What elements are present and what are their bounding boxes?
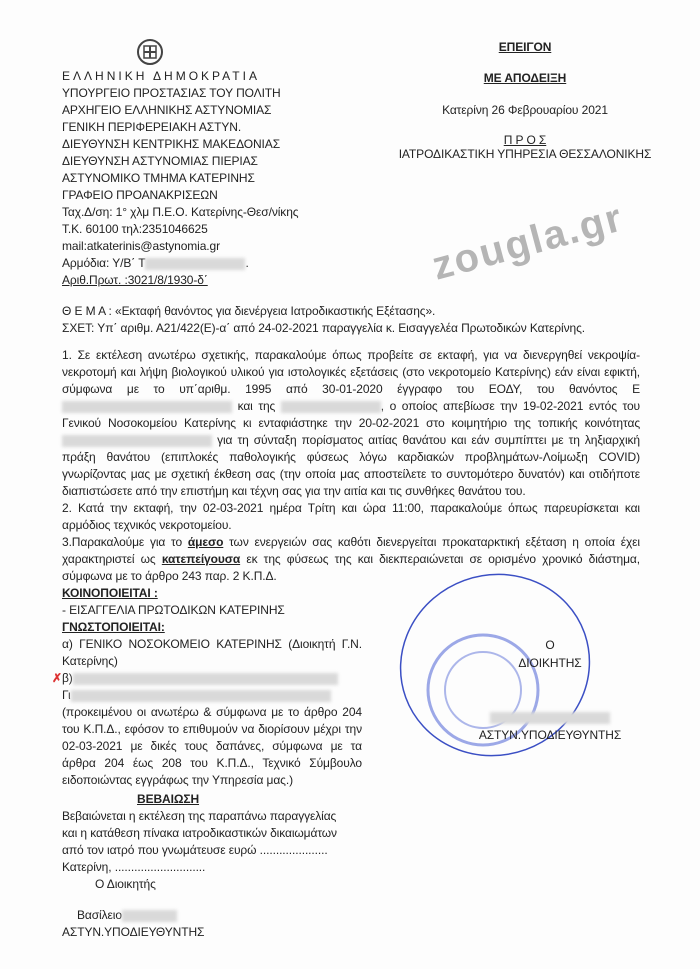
certification-title: ΒΕΒΑΙΩΣΗ <box>137 792 200 806</box>
signature-o: Ο <box>545 638 555 652</box>
receipt-label: ΜΕ ΑΠΟΔΕΙΞΗ <box>483 71 567 85</box>
header-line: ΑΣΤΥΝΟΜΙΚΟ ΤΜΗΜΑ ΚΑΤΕΡΙΝΗΣ <box>62 171 255 185</box>
recipient-note: (προκειμένου οι ανωτέρω & σύμφωνα με το άρθρο 204 του Κ.Π.Δ., εφόσον το επιθυμούν να διορίσουν μέχρι την 02-03-2021 με δικές τους δαπάνες, σύμφωνα με τα άρθρα 204 έως 208 του Κ.Π.Δ., Τεχνικό Σύμβουλο ειδοποιώντας εγγράφως την Υπηρεσία μας.) <box>62 705 362 787</box>
urgent-label: ΕΠΕΙΓΟΝ <box>498 40 552 54</box>
paragraph-3: 3.Παρακαλούμε για το άμεσο των ενεργειών σας καθότι διενεργείται προκαταρκτική εξέταση η οποία έχει χαρακτηριστεί ως κατεπείγουσα εκ της φύσεως της και διεκπεραιώνεται σε ορισμένο χρονικό διάστημα, σύμφωνα με το άρθρο 243 παρ. 2 Κ.Π.Δ. <box>62 535 640 583</box>
header-line: ΓΕΝΙΚΗ ΠΕΡΙΦΕΡΕΙΑΚΗ ΑΣΤΥΝ. <box>62 120 242 134</box>
recipient-a: α) ΓΕΝΙΚΟ ΝΟΣΟΚΟΜΕΙΟ ΚΑΤΕΡΙΝΗΣ (Διοικητή Γ.Ν. Κατερίνης) <box>62 637 362 668</box>
recipient: ΙΑΤΡΟΔΙΚΑΣΤΙΚΗ ΥΠΗΡΕΣΙΑ ΘΕΣΣΑΛΟΝΙΚΗΣ <box>398 147 652 161</box>
date: Κατερίνη 26 Φεβρουαρίου 2021 <box>442 103 608 117</box>
protocol-number: Αριθ.Πρωτ. :3021/8/1930-δ΄ <box>62 273 208 287</box>
certification-signer: Ο Διοικητής <box>95 877 156 891</box>
certification-block <box>62 791 362 941</box>
x-mark-icon: ✗ <box>52 671 62 685</box>
header-line: ΥΠΟΥΡΓΕΙΟ ΠΡΟΣΤΑΣΙΑΣ ΤΟΥ ΠΟΛΙΤΗ <box>62 86 281 100</box>
header-line: ΕΛΛΗΝΙΚΗ ΔΗΜΟΚΡΑΤΙΑ <box>62 69 260 83</box>
redacted <box>145 258 245 270</box>
header-line: Τ.Κ. 60100 τηλ:2351046625 <box>62 222 208 236</box>
left-column <box>52 636 362 941</box>
lower-section <box>52 636 640 941</box>
signer-name: Βασίλειο <box>77 908 122 922</box>
signature-rank: ΑΣΤΥΝ.ΥΠΟΔΙΕΥΘΥΝΤΗΣ <box>478 728 622 742</box>
watermark: zougla.gr <box>427 195 629 289</box>
koinopoieitai-item: - ΕΙΣΑΓΓΕΛΙΑ ΠΡΩΤΟΔΙΚΩΝ ΚΑΤΕΡΙΝΗΣ <box>62 603 285 617</box>
signature-title: ΔΙΟΙΚΗΤΗΣ <box>518 656 582 670</box>
certification-line: από τον ιατρό που γνωμάτευσε ευρώ ..................... <box>62 843 328 857</box>
paragraph-1: 1. Σε εκτέλεση ανωτέρω σχετικής, παρακαλούμε όπως προβείτε σε εκταφή, για να διενεργηθεί νεκροψία-νεκροτομή και λήψη βιολογικού υλικού για ιστολογικές εξετάσεις (στο νεκροτομείο Κατερίνης) εάν είναι εφικτή, σύμφωνα με το υπ΄αριθμ. 1995 από 30-01-2020 έγγραφο του ΕΟΔΥ, του θανόντος Ε και της , ο οποίος απεβίωσε την 19-02-2021 εντός του Γενικού Νοσοκομείου Κατερίνης κι ενταφιάστηκε την 20-02-2021 στο κοιμητήριο της τοπικής κοινότητας για τη σύνταξη πορίσματος αιτίας θανάτου και εάν συμπίπτει με τη ληξιαρχική πράξη θανάτου (επιπλοκές παθολογικής φύσεως λόγω καρδιακών προβλημάτων-Λοίμωξη COVID) γνωρίζοντας μας με σχετική έκθεση σας (την οποία μας αποστείλετε το συντομότερο δυνατόν) και οτιδήποτε διαπιστώσετε από την επιστήμη και τέχνη σας για την αιτία και τις συνθήκες θανάτου του. <box>62 348 640 498</box>
signature-block <box>460 636 640 941</box>
header-line: ΔΙΕΥΘΥΝΣΗ ΑΣΤΥΝΟΜΙΑΣ ΠΙΕΡΙΑΣ <box>62 154 258 168</box>
header-line: ΔΙΕΥΘΥΝΣΗ ΚΕΝΤΡΙΚΗΣ ΜΑΚΕΔΟΝΙΑΣ <box>62 137 281 151</box>
subject: Θ Ε Μ Α : «Εκταφή θανόντος για διενέργεια Ιατροδικαστικής Εξέτασης». <box>62 304 436 318</box>
certification-line: και η κατάθεση πίνακα ιατροδικαστικών δικαιωμάτων <box>62 826 337 840</box>
to-label: Π Ρ Ο Σ <box>503 133 547 147</box>
certification-line: Βεβαιώνεται η εκτέλεση της παραπάνω παραγγελίας <box>62 809 337 823</box>
letter-body <box>62 303 640 636</box>
reference: ΣΧΕΤ: Υπ΄ αριθμ. Α21/422(Ε)-α΄ από 24-02-2021 παραγγελία κ. Εισαγγελέα Πρωτοδικών Κατερίνης. <box>62 321 585 335</box>
header-line: ΑΡΧΗΓΕΙΟ ΕΛΛΗΝΙΚΗΣ ΑΣΤΥΝΟΜΙΑΣ <box>62 103 272 117</box>
certification-line: Κατερίνη, ............................ <box>62 860 206 874</box>
recipient-b-cont: Γι <box>62 688 71 702</box>
gnostopoieitai-list <box>52 636 362 789</box>
header-line: mail:atkaterinis@astynomia.gr <box>62 239 221 253</box>
header-line: ΓΡΑΦΕΙΟ ΠΡΟΑΝΑΚΡΙΣΕΩΝ <box>62 188 218 202</box>
sender-header: ΕΛΛΗΝΙΚΗ ΔΗΜΟΚΡΑΤΙΑ ΥΠΟΥΡΓΕΙΟ ΠΡΟΣΤΑΣΙΑΣ ΤΟΥ ΠΟΛΙΤΗ ΑΡΧΗΓΕΙΟ ΕΛΛΗΝΙΚΗΣ ΑΣΤΥΝΟΜΙΑΣ ΓΕΝΙΚΗ ΠΕΡΙΦΕΡΕΙΑΚΗ ΑΣΤΥΝ. ΔΙΕΥΘΥΝΣΗ ΚΕΝΤΡΙΚΗΣ ΜΑΚΕΔΟΝΙΑΣ ΔΙΕΥΘΥΝΣΗ ΑΣΤΥΝΟΜΙΑΣ ΠΙΕΡΙΑΣ ΑΣΤΥΝΟΜΙΚΟ ΤΜΗΜΑ ΚΑΤΕΡΙΝΗΣ ΓΡΑΦΕΙΟ ΠΡΟΑΝΑΚΡΙΣΕΩΝ Ταχ.Δ/ση: 1° χλμ Π.Ε.Ο. Κατερίνης-Θεσ/νίκης Τ.Κ. 60100 τηλ:2351046625 mail:atkaterinis@astynomia.gr Αρμόδια: Υ/Β΄ Τ . Αριθ.Πρωτ. :3021/8/1930-δ΄ <box>62 68 640 289</box>
signer-rank: ΑΣΤΥΝ.ΥΠΟΔΙΕΥΘΥΝΤΗΣ <box>62 925 205 939</box>
armodia: Αρμόδια: Υ/Β΄ Τ <box>62 256 146 270</box>
gnostopoieitai-title: ΓΝΩΣΤΟΠΟΙΕΙΤΑΙ: <box>62 620 165 634</box>
recipient-b: β) <box>62 671 73 685</box>
koinopoieitai-title: ΚΟΙΝΟΠΟΙΕΙΤΑΙ : <box>62 586 158 600</box>
paragraph-2: 2. Κατά την εκταφή, την 02-03-2021 ημέρα Τρίτη και ώρα 11:00, παρακαλούμε όπως παρευρίσκεται και αρμόδιος τεχνικός νεκροτομείου. <box>62 501 640 532</box>
header-line: Ταχ.Δ/ση: 1° χλμ Π.Ε.Ο. Κατερίνης-Θεσ/νίκης <box>62 205 299 219</box>
